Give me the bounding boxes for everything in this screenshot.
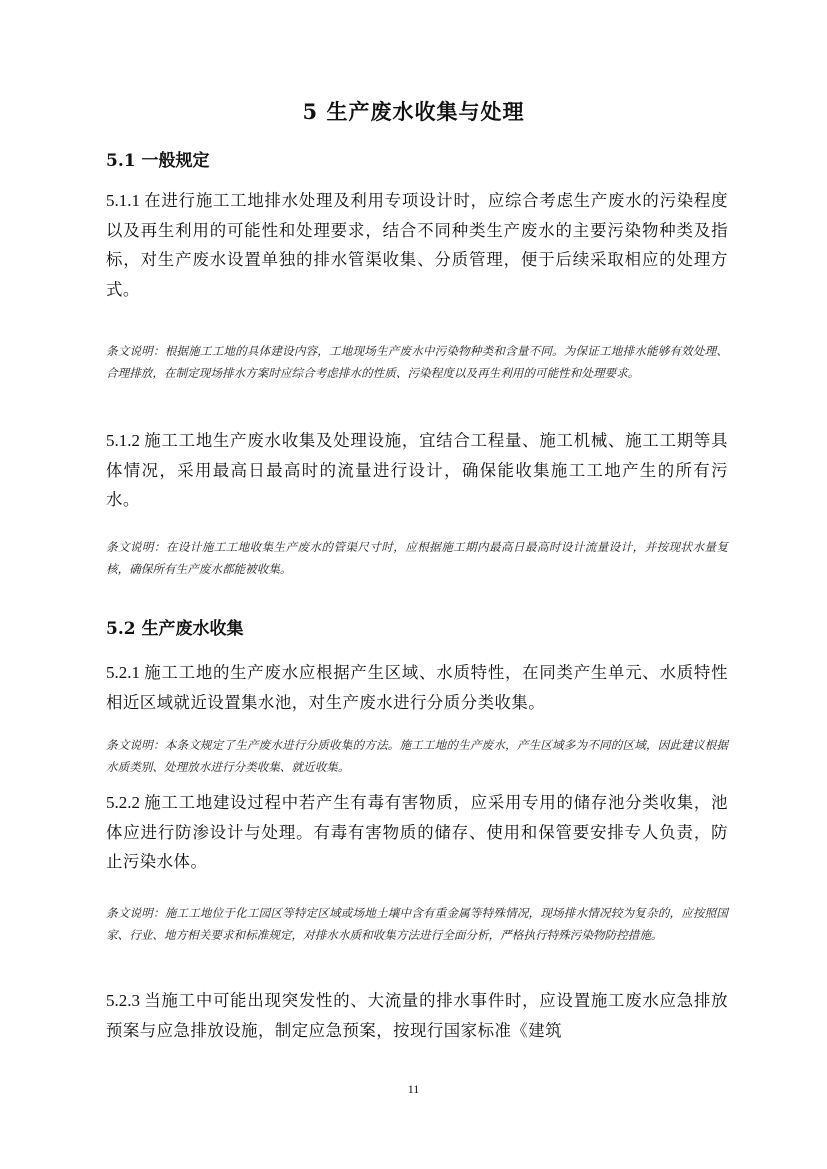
clause-text: 施工工地建设过程中若产生有毒有害物质，应采用专用的储存池分类收集，池体应进行防渗设计与处理。有毒有害物质的储存、使用和保管要安排专人负责，防止污染水体。 xyxy=(106,793,728,871)
clause-number: 5.2.1 xyxy=(106,663,140,682)
clause-number: 5.1.2 xyxy=(106,431,140,450)
clause-text: 当施工中可能出现突发性的、大流量的排水事件时，应设置施工废水应急排放预案与应急排放设施，制定应急预案，按现行国家标准《建筑 xyxy=(106,991,728,1040)
clause-note: 条文说明：在设计施工工地收集生产废水的管渠尺寸时，应根据施工期内最高日最高时设计流量设计，并按现状水量复核，确保所有生产废水都能被收集。 xyxy=(106,540,728,576)
clause-text: 在进行施工工地排水处理及利用专项设计时，应综合考虑生产废水的污染程度以及再生利用的可能性和处理要求，结合不同种类生产废水的主要污染物种类及指标，对生产废水设置单独的排水管渠收集、分质管理，便于后续采取相应的处理方式。 xyxy=(106,191,728,299)
clause-5-2-3 xyxy=(106,986,728,1045)
page-number: 11 xyxy=(407,1082,420,1096)
chapter-title: 5 生产废水收集与处理 xyxy=(302,99,525,124)
clause-number: 5.2.2 xyxy=(106,793,140,812)
section-title: 5.2 生产废水收集 xyxy=(106,619,244,639)
clause-5-2-2 xyxy=(106,788,728,877)
section-title: 5.1 一般规定 xyxy=(106,151,210,171)
clause-number: 5.1.1 xyxy=(106,191,140,210)
clause-note: 条文说明：施工工地位于化工园区等特定区域或场地土壤中含有重金属等特殊情况，现场排水情况较为复杂的，应按照国家、行业、地方相关要求和标准规定，对排水水质和收集方法进行全面分析，严格执行特殊污染物防控措施。 xyxy=(106,906,728,942)
clause-5-1-1 xyxy=(106,186,728,304)
clause-5-1-2 xyxy=(106,426,728,515)
clause-note: 条文说明：根据施工工地的具体建设内容，工地现场生产废水中污染物种类和含量不同。为保证工地排水能够有效处理、合理排放，在制定现场排水方案时应综合考虑排水的性质、污染程度以及再生利用的可能性和处理要求。 xyxy=(106,344,728,380)
clause-number: 5.2.3 xyxy=(106,991,140,1010)
clause-5-2-1 xyxy=(106,658,728,717)
clause-note: 条文说明：本条文规定了生产废水进行分质收集的方法。施工工地的生产废水，产生区域多为不同的区域，因此建议根据水质类别、处理放水进行分类收集、就近收集。 xyxy=(106,738,728,774)
clause-text: 施工工地生产废水收集及处理设施，宜结合工程量、施工机械、施工工期等具体情况，采用最高日最高时的流量进行设计，确保能收集施工工地产生的所有污水。 xyxy=(106,431,728,509)
clause-text: 施工工地的生产废水应根据产生区域、水质特性，在同类产生单元、水质特性相近区域就近设置集水池，对生产废水进行分质分类收集。 xyxy=(106,663,728,712)
